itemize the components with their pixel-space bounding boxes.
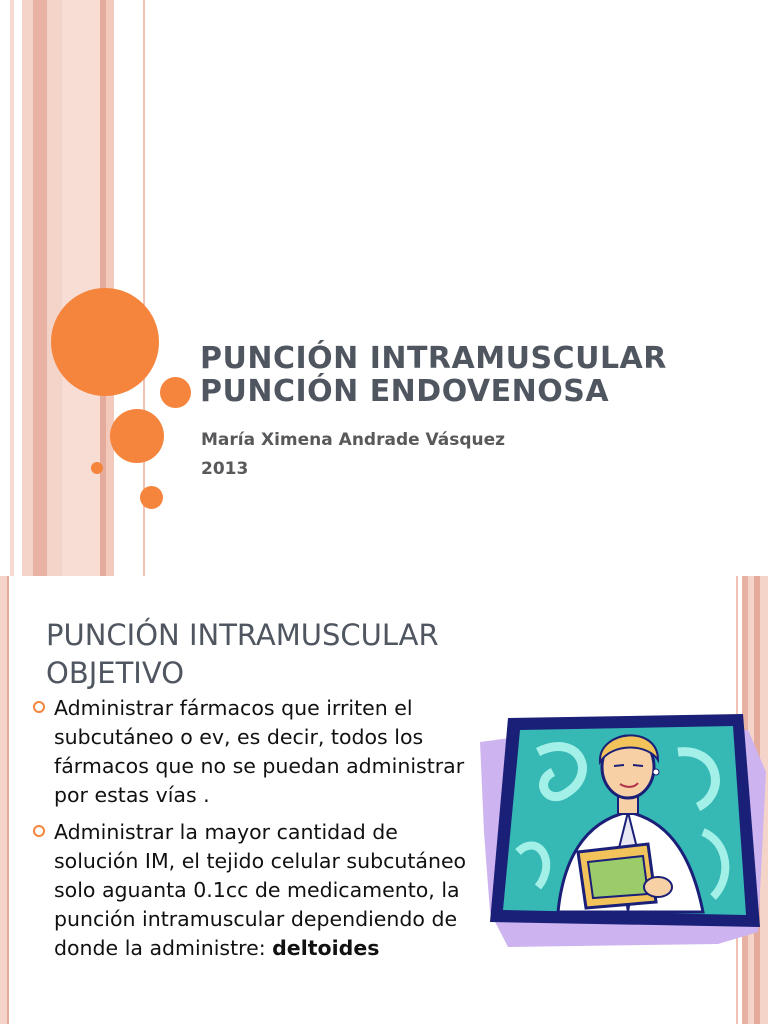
- bullet-list: [32, 694, 472, 971]
- content-slide: [0, 576, 768, 1024]
- bullet-text: Administrar la mayor cantidad de solución IM, el tejido celular subcutáneo solo aguanta 0.1cc de medicamento, la punción intramuscular dependiendo de donde la administre:: [54, 820, 467, 960]
- title-line-1: PUNCIÓN INTRAMUSCULAR: [200, 341, 667, 376]
- bullet-item: [32, 818, 472, 963]
- bullet-bold-text: deltoides: [272, 936, 380, 960]
- decorative-stripe: [7, 576, 9, 1024]
- slide-heading: [46, 616, 439, 692]
- decorative-stripe: [33, 0, 47, 576]
- nurse-with-clipboard-clipart: [478, 712, 768, 952]
- bullet-circle-icon: [33, 701, 45, 713]
- bullet-text: Administrar fármacos que irriten el subcutáneo o ev, es decir, todos los fármacos que no se puedan administrar por estas vías .: [54, 696, 465, 807]
- author-name: María Ximena Andrade Vásquez: [201, 430, 506, 450]
- decorative-circle: [110, 409, 164, 463]
- slide-title: [200, 342, 760, 408]
- title-line-2: PUNCIÓN ENDOVENOSA: [200, 374, 610, 409]
- decorative-circle-large: [51, 288, 159, 396]
- bullet-circle-icon: [33, 825, 45, 837]
- decorative-circle-small: [91, 462, 103, 474]
- slide-subtitle: [201, 426, 505, 484]
- decorative-stripe: [0, 576, 7, 1024]
- decorative-circle: [160, 377, 191, 408]
- heading-line-1: PUNCIÓN INTRAMUSCULAR: [46, 618, 439, 652]
- bullet-item: [32, 694, 472, 810]
- heading-line-2: OBJETIVO: [46, 656, 185, 690]
- year: 2013: [201, 459, 249, 479]
- decorative-stripe: [10, 0, 14, 576]
- decorative-circle: [140, 486, 163, 509]
